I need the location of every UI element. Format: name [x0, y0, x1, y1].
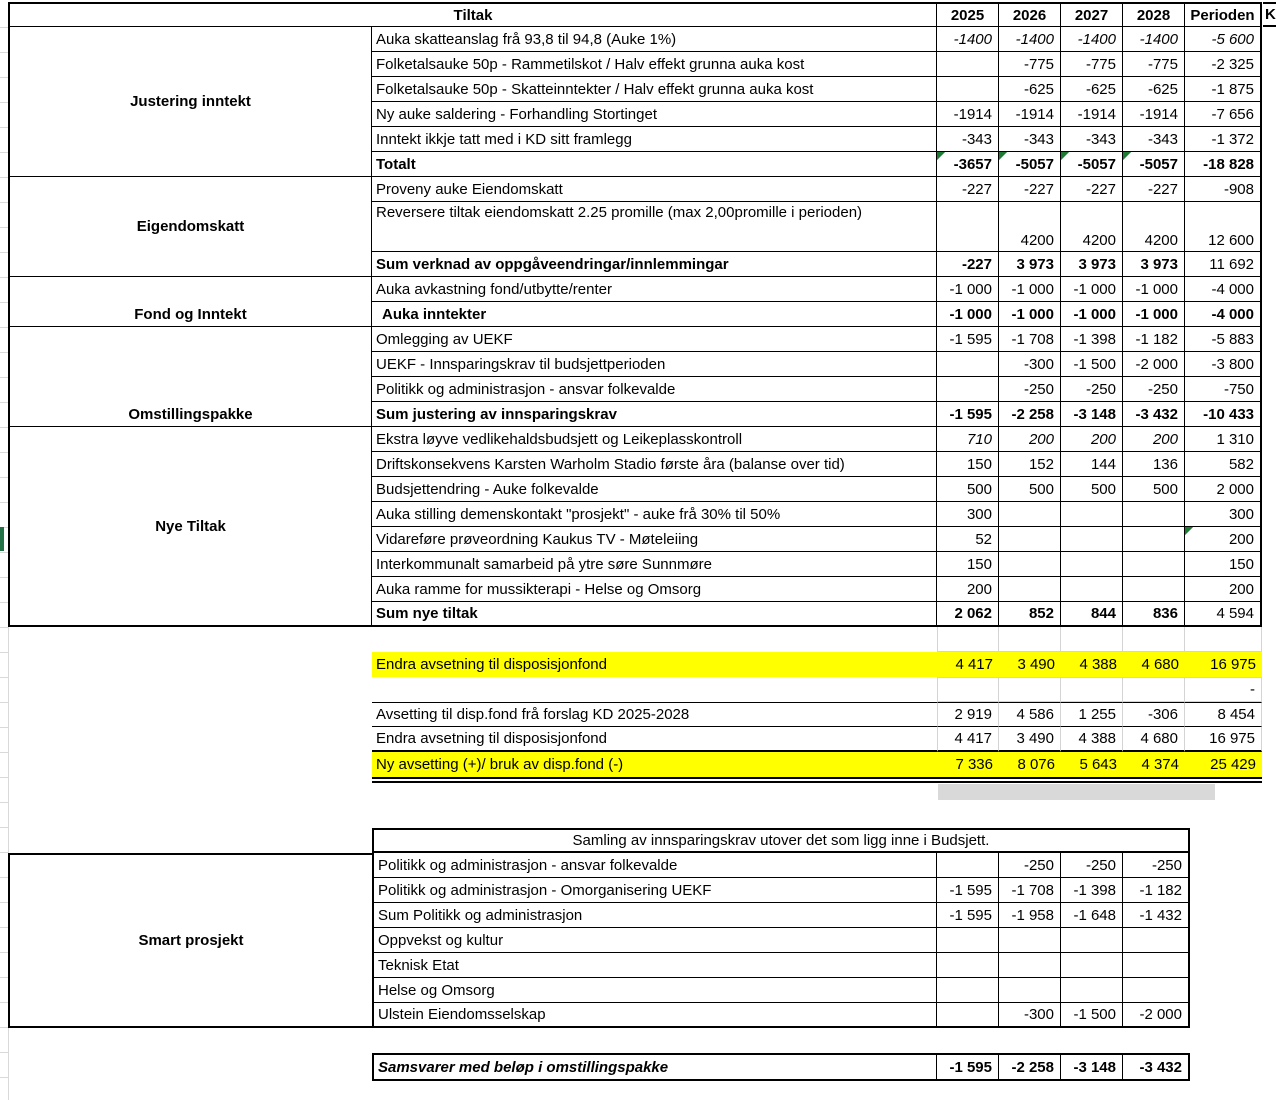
num-cell[interactable]: 844: [1061, 602, 1123, 627]
num-cell[interactable]: -625: [1061, 77, 1123, 102]
disposition-fund-section: [372, 627, 1262, 777]
period-cell[interactable]: 8 454: [1185, 702, 1262, 727]
num-cell[interactable]: -1 000: [999, 277, 1061, 302]
num-cell[interactable]: [1061, 502, 1123, 527]
year-header[interactable]: 2027: [1061, 2, 1123, 27]
num-cell[interactable]: [999, 953, 1061, 978]
num-cell[interactable]: 1 255: [1061, 702, 1123, 727]
desc-cell[interactable]: Omlegging av UEKF: [372, 327, 937, 352]
num-cell[interactable]: 200: [999, 427, 1061, 452]
period-cell[interactable]: -5 883: [1185, 327, 1262, 352]
period-cell[interactable]: -750: [1185, 377, 1262, 402]
period-cell[interactable]: -2 325: [1185, 52, 1262, 77]
desc-cell[interactable]: Helse og Omsorg: [372, 978, 937, 1003]
period-cell[interactable]: -4 000: [1185, 302, 1262, 327]
num-cell[interactable]: [1061, 627, 1123, 652]
num-cell[interactable]: -1 182: [1123, 878, 1190, 903]
num-cell[interactable]: 3 973: [1123, 252, 1185, 277]
num-cell[interactable]: -1 398: [1061, 878, 1123, 903]
num-cell[interactable]: 4 388: [1061, 727, 1123, 752]
num-cell[interactable]: 144: [1061, 452, 1123, 477]
num-cell[interactable]: -250: [1123, 853, 1190, 878]
desc-cell[interactable]: Totalt: [372, 152, 937, 177]
num-cell[interactable]: [999, 627, 1061, 652]
num-cell[interactable]: 200: [1061, 427, 1123, 452]
num-cell[interactable]: 500: [1061, 477, 1123, 502]
group-cell[interactable]: Eigendomskatt: [8, 177, 372, 277]
desc-cell[interactable]: Auka skatteanslag frå 93,8 til 94,8 (Auke 1%): [372, 27, 937, 52]
num-cell[interactable]: -1 432: [1123, 903, 1190, 928]
desc-cell[interactable]: Sum nye tiltak: [372, 602, 937, 627]
group-cell[interactable]: Justering inntekt: [8, 27, 372, 177]
num-cell[interactable]: 852: [999, 602, 1061, 627]
period-cell[interactable]: 200: [1185, 527, 1262, 552]
num-cell[interactable]: [999, 502, 1061, 527]
num-cell[interactable]: -2 258: [999, 1053, 1061, 1081]
num-cell[interactable]: 4 417: [937, 727, 999, 752]
num-cell[interactable]: 4 680: [1123, 727, 1185, 752]
num-cell[interactable]: -1400: [1123, 27, 1185, 52]
num-cell[interactable]: 3 490: [999, 727, 1061, 752]
num-cell[interactable]: 8 076: [999, 752, 1061, 777]
num-cell[interactable]: 4 586: [999, 702, 1061, 727]
period-cell[interactable]: 1 310: [1185, 427, 1262, 452]
num-cell[interactable]: 4200: [999, 202, 1061, 252]
desc-cell[interactable]: Sum verknad av oppgåveendringar/innlemmingar: [372, 252, 937, 277]
num-cell[interactable]: -1914: [999, 102, 1061, 127]
desc-cell[interactable]: Inntekt ikkje tatt med i KD sitt framlegg: [372, 127, 937, 152]
desc-cell[interactable]: Reversere tiltak eiendomskatt 2.25 promille (max 2,00promille i perioden): [372, 202, 937, 252]
period-cell[interactable]: 582: [1185, 452, 1262, 477]
num-cell[interactable]: [937, 978, 999, 1003]
num-cell[interactable]: [1123, 928, 1190, 953]
num-cell[interactable]: -227: [937, 252, 999, 277]
desc-cell[interactable]: Sum Politikk og administrasjon: [372, 903, 937, 928]
period-cell[interactable]: 150: [1185, 552, 1262, 577]
num-cell[interactable]: [1061, 978, 1123, 1003]
desc-cell[interactable]: Ny auke saldering - Forhandling Stortinget: [372, 102, 937, 127]
num-cell[interactable]: [1123, 627, 1185, 652]
num-cell[interactable]: [999, 978, 1061, 1003]
period-cell[interactable]: -908: [1185, 177, 1262, 202]
num-cell[interactable]: [1123, 552, 1185, 577]
period-cell[interactable]: -10 433: [1185, 402, 1262, 427]
desc-cell[interactable]: Driftskonsekvens Karsten Warholm Stadio første åra (balanse over tid): [372, 452, 937, 477]
desc-cell[interactable]: Sum justering av innsparingskrav: [372, 402, 937, 427]
num-cell[interactable]: -1400: [999, 27, 1061, 52]
num-cell[interactable]: 2 919: [937, 702, 999, 727]
num-cell[interactable]: -250: [999, 377, 1061, 402]
num-cell[interactable]: 836: [1123, 602, 1185, 627]
num-cell[interactable]: -300: [999, 352, 1061, 377]
num-cell[interactable]: -1 595: [937, 878, 999, 903]
period-cell[interactable]: -: [1185, 677, 1262, 702]
num-cell[interactable]: [999, 677, 1061, 702]
period-cell[interactable]: -4 000: [1185, 277, 1262, 302]
desc-cell[interactable]: Teknisk Etat: [372, 953, 937, 978]
group-cell[interactable]: Nye Tiltak: [8, 427, 372, 627]
desc-cell[interactable]: Endra avsetning til disposisjonfond: [372, 652, 937, 677]
num-cell[interactable]: -3 432: [1123, 402, 1185, 427]
num-cell[interactable]: 150: [937, 452, 999, 477]
green-flag-cell: [0, 527, 4, 551]
num-cell[interactable]: -1 000: [1061, 302, 1123, 327]
period-cell[interactable]: -7 656: [1185, 102, 1262, 127]
period-cell[interactable]: [1185, 627, 1262, 652]
desc-cell[interactable]: Ulstein Eiendomsselskap: [372, 1003, 937, 1028]
num-cell[interactable]: 136: [1123, 452, 1185, 477]
num-cell[interactable]: -343: [937, 127, 999, 152]
desc-cell[interactable]: Budsjettendring - Auke folkevalde: [372, 477, 937, 502]
period-cell[interactable]: 300: [1185, 502, 1262, 527]
num-cell[interactable]: -1914: [937, 102, 999, 127]
num-cell[interactable]: 4 680: [1123, 652, 1185, 677]
period-cell[interactable]: 11 692: [1185, 252, 1262, 277]
cutoff-column-header[interactable]: K: [1263, 2, 1276, 27]
desc-cell[interactable]: Endra avsetning til disposisjonfond: [372, 727, 937, 752]
num-cell[interactable]: [1061, 928, 1123, 953]
num-cell[interactable]: 4 374: [1123, 752, 1185, 777]
desc-cell[interactable]: [372, 627, 937, 652]
num-cell[interactable]: -227: [1061, 177, 1123, 202]
num-cell[interactable]: [937, 1003, 999, 1028]
period-cell[interactable]: 25 429: [1185, 752, 1262, 777]
num-cell[interactable]: -1 595: [937, 903, 999, 928]
num-cell[interactable]: 2 062: [937, 602, 999, 627]
num-cell[interactable]: -227: [1123, 177, 1185, 202]
num-cell[interactable]: [1061, 577, 1123, 602]
num-cell[interactable]: -2 258: [999, 402, 1061, 427]
desc-cell[interactable]: Avsetting til disp.fond frå forslag KD 2025-2028: [372, 702, 937, 727]
num-cell[interactable]: 4 417: [937, 652, 999, 677]
desc-cell[interactable]: Samsvarer med beløp i omstillingspakke: [372, 1053, 937, 1081]
desc-cell[interactable]: UEKF - Innsparingskrav til budsjettperioden: [372, 352, 937, 377]
num-cell[interactable]: -775: [1061, 52, 1123, 77]
num-cell[interactable]: [937, 377, 999, 402]
num-cell[interactable]: -1 648: [1061, 903, 1123, 928]
num-cell[interactable]: -1 500: [1061, 1003, 1123, 1028]
num-cell[interactable]: 4200: [1123, 202, 1185, 252]
num-cell[interactable]: -1 000: [1061, 277, 1123, 302]
match-check-row: [372, 1053, 1190, 1081]
desc-cell[interactable]: Folketalsauke 50p - Skatteinntekter / Halv effekt grunna auka kost: [372, 77, 937, 102]
num-cell[interactable]: -1 398: [1061, 327, 1123, 352]
num-cell[interactable]: -1 000: [1123, 302, 1185, 327]
num-cell[interactable]: -300: [999, 1003, 1061, 1028]
num-cell[interactable]: 150: [937, 552, 999, 577]
num-cell[interactable]: -1400: [1061, 27, 1123, 52]
num-cell[interactable]: 710: [937, 427, 999, 452]
num-cell[interactable]: -1 000: [937, 302, 999, 327]
num-cell[interactable]: -1 000: [999, 302, 1061, 327]
num-cell[interactable]: [1123, 677, 1185, 702]
num-cell[interactable]: -2 000: [1123, 352, 1185, 377]
num-cell[interactable]: [937, 677, 999, 702]
num-cell[interactable]: -227: [999, 177, 1061, 202]
num-cell[interactable]: -306: [1123, 702, 1185, 727]
num-cell[interactable]: -250: [1061, 853, 1123, 878]
num-cell[interactable]: [1061, 527, 1123, 552]
num-cell[interactable]: -1 958: [999, 903, 1061, 928]
num-cell[interactable]: 500: [1123, 477, 1185, 502]
num-cell[interactable]: -625: [999, 77, 1061, 102]
num-cell[interactable]: -1 708: [999, 327, 1061, 352]
group-cell[interactable]: Omstillingspakke: [8, 327, 372, 427]
num-cell[interactable]: -775: [1123, 52, 1185, 77]
period-header[interactable]: Perioden: [1185, 2, 1262, 27]
period-cell[interactable]: -5 600: [1185, 27, 1262, 52]
num-cell[interactable]: 3 490: [999, 652, 1061, 677]
num-cell[interactable]: 300: [937, 502, 999, 527]
desc-cell[interactable]: Auka stilling demenskontakt "prosjekt" - auke frå 30% til 50%: [372, 502, 937, 527]
num-cell[interactable]: -3 148: [1061, 1053, 1123, 1081]
tiltak-header[interactable]: Tiltak: [8, 2, 937, 27]
desc-cell[interactable]: Vidareføre prøveordning Kaukus TV - Møteleiing: [372, 527, 937, 552]
num-cell[interactable]: -2 000: [1123, 1003, 1190, 1028]
num-cell[interactable]: [937, 953, 999, 978]
num-cell[interactable]: -3 148: [1061, 402, 1123, 427]
budget-table: [8, 2, 1262, 627]
desc-cell[interactable]: Politikk og administrasjon - ansvar folkevalde: [372, 853, 937, 878]
num-cell[interactable]: -1914: [1123, 102, 1185, 127]
num-cell[interactable]: -1 595: [937, 327, 999, 352]
period-cell[interactable]: 200: [1185, 577, 1262, 602]
num-cell[interactable]: [937, 352, 999, 377]
num-cell[interactable]: [999, 527, 1061, 552]
num-cell[interactable]: 500: [999, 477, 1061, 502]
num-cell[interactable]: [937, 853, 999, 878]
num-cell[interactable]: -343: [1123, 127, 1185, 152]
year-header[interactable]: 2025: [937, 2, 999, 27]
double-underline: [372, 777, 1262, 783]
num-cell[interactable]: [937, 928, 999, 953]
period-cell[interactable]: -3 800: [1185, 352, 1262, 377]
num-cell[interactable]: [1123, 978, 1190, 1003]
num-cell[interactable]: -3 432: [1123, 1053, 1190, 1081]
num-cell[interactable]: [999, 928, 1061, 953]
period-cell[interactable]: 12 600: [1185, 202, 1262, 252]
group-cell-smart-prosjekt[interactable]: Smart prosjekt: [8, 853, 372, 1028]
period-cell[interactable]: -1 372: [1185, 127, 1262, 152]
year-header[interactable]: 2028: [1123, 2, 1185, 27]
num-cell[interactable]: [937, 627, 999, 652]
num-cell[interactable]: 152: [999, 452, 1061, 477]
num-cell[interactable]: -250: [999, 853, 1061, 878]
num-cell[interactable]: [1061, 552, 1123, 577]
table-title[interactable]: Samling av innsparingskrav utover det som ligg inne i Budsjett.: [372, 828, 1190, 853]
savings-summary-table: [372, 828, 1190, 1028]
desc-cell[interactable]: Folketalsauke 50p - Rammetilskot / Halv effekt grunna auka kost: [372, 52, 937, 77]
desc-cell[interactable]: Interkommunalt samarbeid på ytre søre Sunnmøre: [372, 552, 937, 577]
row-gridlines: [0, 27, 8, 1100]
num-cell[interactable]: [1123, 527, 1185, 552]
num-cell[interactable]: -1 708: [999, 878, 1061, 903]
desc-cell[interactable]: Oppvekst og kultur: [372, 928, 937, 953]
desc-cell[interactable]: Politikk og administrasjon - Omorganisering UEKF: [372, 878, 937, 903]
desc-cell[interactable]: Auka inntekter: [372, 302, 937, 327]
num-cell[interactable]: -1914: [1061, 102, 1123, 127]
num-cell[interactable]: 52: [937, 527, 999, 552]
num-cell[interactable]: [1123, 953, 1190, 978]
desc-cell[interactable]: Ny avsetting (+)/ bruk av disp.fond (-): [372, 752, 937, 777]
num-cell[interactable]: -250: [1123, 377, 1185, 402]
period-cell[interactable]: -18 828: [1185, 152, 1262, 177]
num-cell[interactable]: 3 973: [999, 252, 1061, 277]
num-cell[interactable]: -1 500: [1061, 352, 1123, 377]
num-cell[interactable]: [937, 77, 999, 102]
num-cell[interactable]: -227: [937, 177, 999, 202]
num-cell[interactable]: [937, 202, 999, 252]
num-cell[interactable]: -250: [1061, 377, 1123, 402]
year-header[interactable]: 2026: [999, 2, 1061, 27]
desc-cell[interactable]: Auka ramme for mussikterapi - Helse og Omsorg: [372, 577, 937, 602]
num-cell[interactable]: [1123, 577, 1185, 602]
period-cell[interactable]: 16 975: [1185, 652, 1262, 677]
num-cell[interactable]: -5057: [1123, 152, 1185, 177]
desc-cell[interactable]: [372, 677, 937, 702]
num-cell[interactable]: -625: [1123, 77, 1185, 102]
period-cell[interactable]: 4 594: [1185, 602, 1262, 627]
num-cell[interactable]: [1061, 953, 1123, 978]
period-cell[interactable]: -1 875: [1185, 77, 1262, 102]
num-cell[interactable]: [1123, 502, 1185, 527]
num-cell[interactable]: 200: [937, 577, 999, 602]
desc-cell[interactable]: Politikk og administrasjon - ansvar folkevalde: [372, 377, 937, 402]
num-cell[interactable]: 200: [1123, 427, 1185, 452]
num-cell[interactable]: 7 336: [937, 752, 999, 777]
num-cell[interactable]: -3657: [937, 152, 999, 177]
desc-cell[interactable]: Ekstra løyve vedlikehaldsbudsjett og Leikeplasskontroll: [372, 427, 937, 452]
desc-cell[interactable]: Auka avkastning fond/utbytte/renter: [372, 277, 937, 302]
num-cell[interactable]: 5 643: [1061, 752, 1123, 777]
num-cell[interactable]: -5057: [999, 152, 1061, 177]
num-cell[interactable]: [1061, 677, 1123, 702]
num-cell[interactable]: -1 182: [1123, 327, 1185, 352]
num-cell[interactable]: -1 000: [1123, 277, 1185, 302]
num-cell[interactable]: -1 000: [937, 277, 999, 302]
num-cell[interactable]: [999, 577, 1061, 602]
num-cell[interactable]: [999, 552, 1061, 577]
num-cell[interactable]: -5057: [1061, 152, 1123, 177]
num-cell[interactable]: -1 595: [937, 402, 999, 427]
gray-shade: [938, 784, 1215, 800]
group-cell[interactable]: Fond og Inntekt: [8, 277, 372, 327]
num-cell[interactable]: -775: [999, 52, 1061, 77]
num-cell[interactable]: 4200: [1061, 202, 1123, 252]
desc-cell[interactable]: Proveny auke Eiendomskatt: [372, 177, 937, 202]
num-cell[interactable]: 500: [937, 477, 999, 502]
period-cell[interactable]: 16 975: [1185, 727, 1262, 752]
num-cell[interactable]: -343: [999, 127, 1061, 152]
num-cell[interactable]: -343: [1061, 127, 1123, 152]
num-cell[interactable]: -1400: [937, 27, 999, 52]
period-cell[interactable]: 2 000: [1185, 477, 1262, 502]
num-cell[interactable]: 4 388: [1061, 652, 1123, 677]
num-cell[interactable]: 3 973: [1061, 252, 1123, 277]
num-cell[interactable]: [937, 52, 999, 77]
num-cell[interactable]: -1 595: [937, 1053, 999, 1081]
